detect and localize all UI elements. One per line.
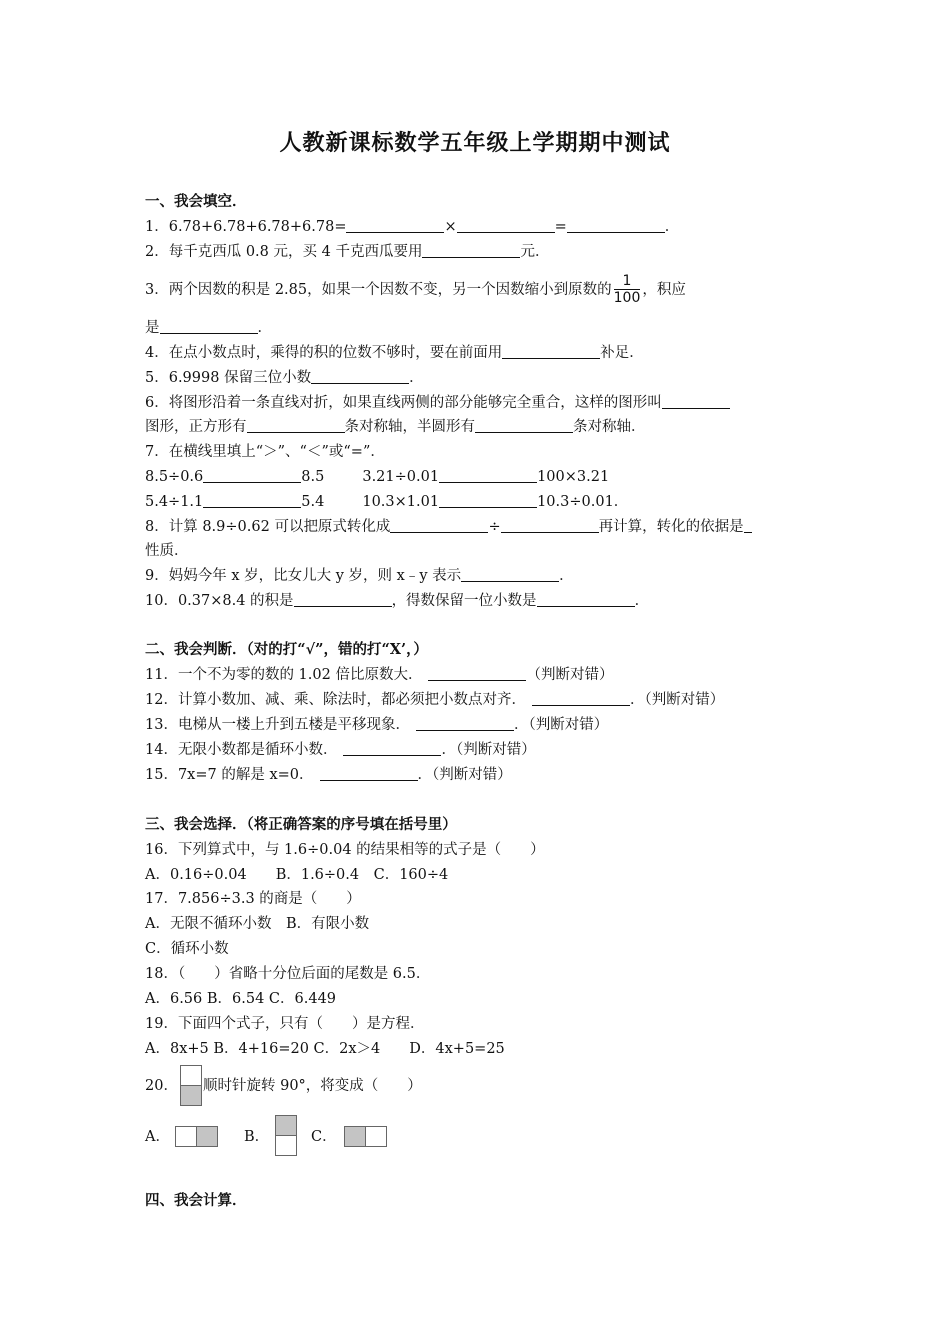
answer-blank[interactable] (203, 493, 301, 508)
question-6-continued: 图形，正方形有 条对称轴，半圆形有 条对称轴． (145, 419, 646, 435)
rotation-source-figure (180, 1065, 202, 1106)
figure-grey-square (344, 1126, 366, 1147)
question-3-continued: 是 ． (145, 320, 272, 336)
answer-blank[interactable] (416, 716, 514, 731)
question-13: 13．电梯从一楼上升到五楼是平移现象． ．（判断对错） (145, 717, 609, 733)
answer-blank[interactable] (343, 741, 441, 756)
figure-grey-square (180, 1085, 202, 1106)
answer-blank[interactable] (428, 666, 526, 681)
section-3-heading: 三、我会选择．（将正确答案的序号填在括号里） (145, 816, 457, 833)
option-c-figure[interactable] (344, 1126, 387, 1147)
answer-blank[interactable] (457, 218, 555, 233)
answer-blank[interactable] (662, 394, 730, 409)
question-8-continued: 性质． (145, 543, 189, 559)
answer-blank[interactable] (203, 468, 301, 483)
fraction-one-hundredth: $\frac{1}{100}$ (613, 273, 641, 306)
question-1: 1．6.78+6.78+6.78+6.78= × = ． (145, 219, 680, 235)
question-18: 18．（ ）省略十分位后面的尾数是 6.5． (145, 966, 431, 982)
option-c-label[interactable]: C． (311, 1129, 337, 1145)
section-1-heading: 一、我会填空． (145, 193, 247, 210)
question-3: 3．两个因数的积是 2.85，如果一个因数不变，另一个因数缩小到原数的 $\frac{1}{100}$ ，积应 (145, 273, 686, 306)
question-7-row-1: 8.5÷0.6 8.5 3.21÷0.01 100×3.21 (145, 469, 610, 485)
answer-blank[interactable] (247, 418, 345, 433)
answer-blank[interactable] (567, 218, 665, 233)
question-20-number: 20． (145, 1078, 178, 1094)
answer-blank[interactable] (311, 369, 409, 384)
question-14: 14．无限小数都是循环小数． ．（判断对错） (145, 742, 536, 758)
answer-blank[interactable] (439, 468, 537, 483)
answer-blank[interactable] (461, 567, 559, 582)
section-2-heading: 二、我会判断．（对的打“√”，错的打“X’，） (145, 641, 428, 658)
question-7-row-2: 5.4÷1.1 5.4 10.3×1.01 10.3÷0.01． (145, 494, 629, 510)
question-12: 12．计算小数加、减、乘、除法时，都必须把小数点对齐． ．（判断对错） (145, 692, 725, 708)
question-5: 5．6.9998 保留三位小数 ． (145, 370, 424, 386)
question-17-options-1[interactable]: A．无限不循环小数 B．有限小数 (145, 916, 370, 932)
question-20-text: 顺时针旋转 90°，将变成（ ） (203, 1078, 422, 1094)
figure-white-square (180, 1065, 202, 1086)
question-18-options[interactable]: A．6.56 B．6.54 C．6.449 (145, 991, 337, 1007)
question-4: 4．在点小数点时，乘得的积的位数不够时，要在前面用 补足． (145, 345, 644, 361)
option-b-label[interactable]: B． (244, 1129, 270, 1145)
answer-blank[interactable] (532, 691, 630, 706)
question-19: 19．下面四个式子，只有（ ）是方程． (145, 1016, 425, 1032)
question-7: 7．在横线里填上“＞”、“＜”或“=”． (145, 444, 385, 460)
figure-grey-square (275, 1115, 297, 1136)
option-a-figure[interactable] (175, 1126, 218, 1147)
answer-blank[interactable] (744, 518, 752, 533)
figure-white-square (275, 1135, 297, 1156)
answer-blank[interactable] (390, 518, 488, 533)
page-title: 人教新课标数学五年级上学期期中测试 (279, 130, 671, 156)
figure-white-square (175, 1126, 197, 1147)
option-a-label[interactable]: A． (145, 1129, 170, 1145)
question-9: 9．妈妈今年 x 岁，比女儿大 y 岁，则 x﹣y 表示 ． (145, 568, 574, 584)
answer-blank[interactable] (475, 418, 573, 433)
question-10: 10．0.37×8.4 的积是 ，得数保留一位小数是 ． (145, 593, 650, 609)
question-11: 11．一个不为零的数的 1.02 倍比原数大． （判断对错） (145, 667, 614, 683)
answer-blank[interactable] (537, 592, 635, 607)
question-15: 15．7x=7 的解是 x=0． ．（判断对错） (145, 767, 512, 783)
section-4-heading: 四、我会计算． (145, 1192, 247, 1209)
answer-blank[interactable] (422, 243, 520, 258)
question-2: 2．每千克西瓜 0.8 元，买 4 千克西瓜要用 元． (145, 244, 550, 260)
answer-blank[interactable] (439, 493, 537, 508)
answer-blank[interactable] (320, 766, 418, 781)
figure-white-square (365, 1126, 387, 1147)
answer-blank[interactable] (501, 518, 599, 533)
question-17-options-2[interactable]: C．循环小数 (145, 941, 229, 957)
figure-grey-square (196, 1126, 218, 1147)
question-6: 6．将图形沿着一条直线对折，如果直线两侧的部分能够完全重合，这样的图形叫 (145, 393, 730, 413)
option-b-figure[interactable] (275, 1115, 297, 1156)
answer-blank[interactable] (502, 344, 600, 359)
answer-blank[interactable] (160, 319, 258, 334)
question-16: 16．下列算式中，与 1.6÷0.04 的结果相等的式子是（ ） (145, 842, 545, 858)
question-17: 17．7.856÷3.3 的商是（ ） (145, 891, 361, 907)
question-19-options[interactable]: A．8x+5 B．4+16=20 C．2x＞4 D．4x+5=25 (145, 1041, 505, 1057)
question-16-options[interactable]: A．0.16÷0.04 B．1.6÷0.4 C．160÷4 (145, 867, 449, 883)
answer-blank[interactable] (346, 218, 444, 233)
question-8: 8．计算 8.9÷0.62 可以把原式转化成 ÷ 再计算，转化的依据是 (145, 517, 752, 537)
answer-blank[interactable] (294, 592, 392, 607)
